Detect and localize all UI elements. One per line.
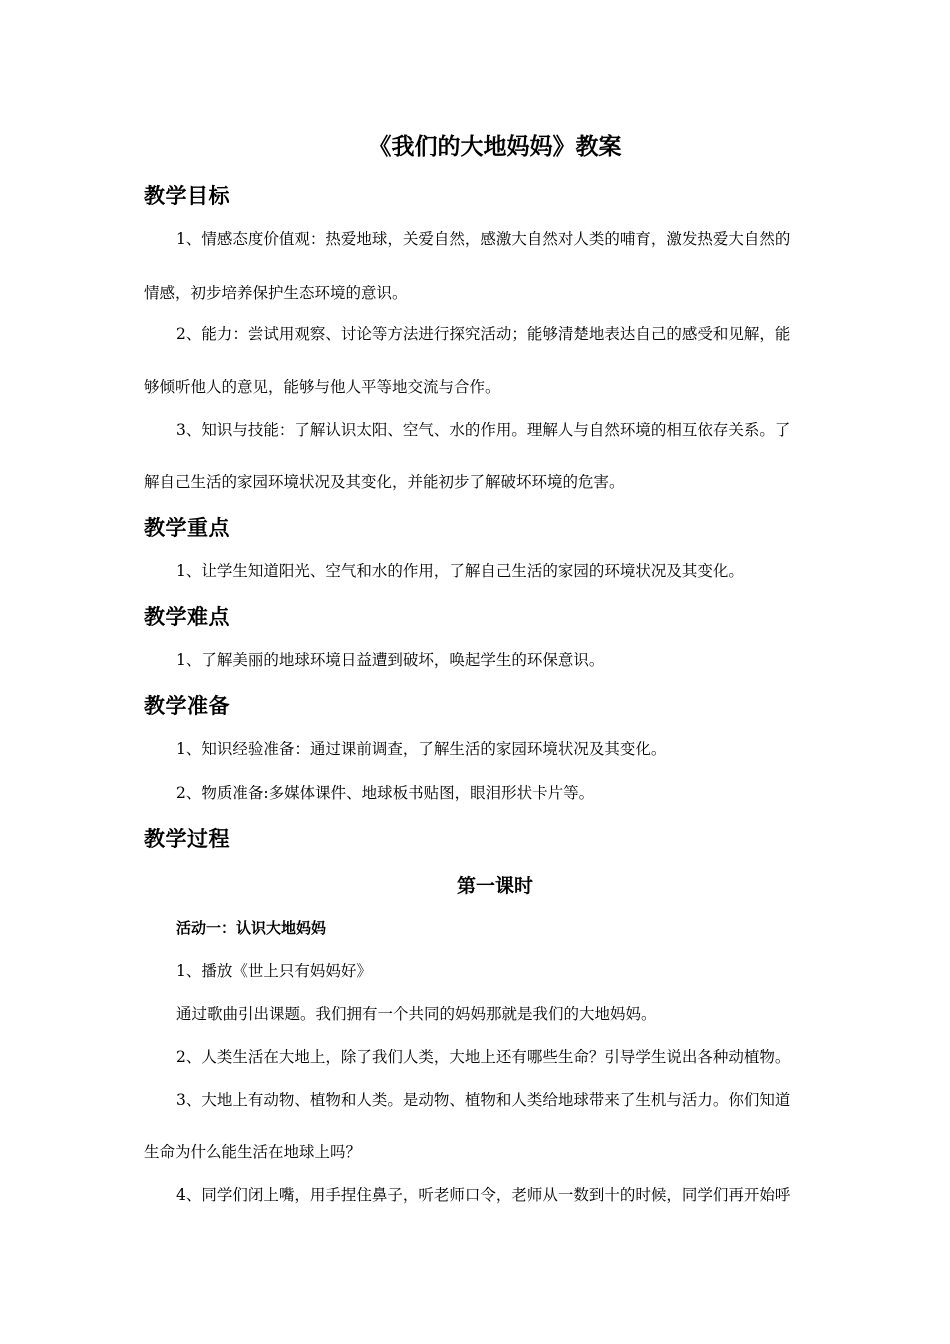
activity-title: 活动一：认识大地妈妈 bbox=[176, 919, 327, 937]
process-line-3: 2、人类生活在大地上，除了我们人类，大地上还有哪些生命？引导学生说出各种动植物。 bbox=[176, 1048, 791, 1066]
key-points-line-1: 1、让学生知道阳光、空气和水的作用，了解自己生活的家园的环境状况及其变化。 bbox=[176, 562, 744, 580]
heading-process: 教学过程 bbox=[144, 827, 230, 851]
process-line-5: 生命为什么能生活在地球上吗？ bbox=[144, 1143, 362, 1161]
document-title: 《我们的大地妈妈》教案 bbox=[368, 134, 622, 160]
goals-line-5: 3、知识与技能：了解认识太阳、空气、水的作用。理解人与自然环境的相互依存关系。了 bbox=[176, 421, 791, 439]
goals-line-4: 够倾听他人的意见，能够与他人平等地交流与合作。 bbox=[144, 378, 501, 396]
goals-line-3: 2、能力：尝试用观察、讨论等方法进行探究活动；能够清楚地表达自己的感受和见解，能 bbox=[176, 325, 791, 343]
process-line-6: 4、同学们闭上嘴，用手捏住鼻子，听老师口令，老师从一数到十的时候，同学们再开始呼 bbox=[176, 1186, 791, 1204]
goals-line-6: 解自己生活的家园环境状况及其变化，并能初步了解破坏环境的危害。 bbox=[144, 473, 625, 491]
heading-preparation: 教学准备 bbox=[144, 694, 230, 718]
preparation-line-2: 2、物质准备:多媒体课件、地球板书贴图，眼泪形状卡片等。 bbox=[176, 784, 595, 802]
heading-goals: 教学目标 bbox=[144, 184, 230, 208]
heading-difficulties: 教学难点 bbox=[144, 605, 230, 629]
difficulties-line-1: 1、了解美丽的地球环境日益遭到破坏，唤起学生的环保意识。 bbox=[176, 651, 605, 669]
heading-key-points: 教学重点 bbox=[144, 516, 230, 540]
goals-line-2: 情感，初步培养保护生态环境的意识。 bbox=[144, 284, 408, 302]
process-line-2: 通过歌曲引出课题。我们拥有一个共同的妈妈那就是我们的大地妈妈。 bbox=[176, 1005, 657, 1023]
goals-line-1: 1、情感态度价值观：热爱地球，关爱自然，感激大自然对人类的哺育，激发热爱大自然的 bbox=[176, 230, 791, 248]
process-line-1: 1、播放《世上只有妈妈好》 bbox=[176, 962, 372, 980]
preparation-line-1: 1、知识经验准备：通过课前调查，了解生活的家园环境状况及其变化。 bbox=[176, 740, 667, 758]
process-line-4: 3、大地上有动物、植物和人类。是动物、植物和人类给地球带来了生机与活力。你们知道 bbox=[176, 1091, 791, 1109]
lesson-title: 第一课时 bbox=[456, 875, 533, 897]
